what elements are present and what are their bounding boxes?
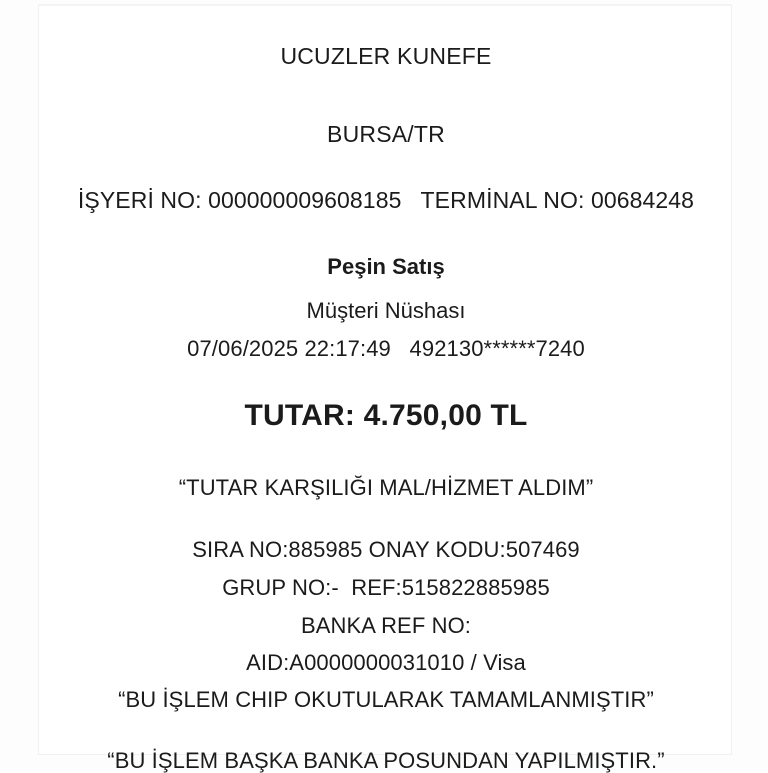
chip-read-note: “BU İŞLEM CHIP OKUTULARAK TAMAMLANMIŞTIR” [118,687,654,713]
date-time-card-line: 07/06/2025 22:17:49 492130******7240 [187,336,585,362]
merchant-terminal-ids: İŞYERİ NO: 000000009608185 TERMİNAL NO: 00684248 [77,186,695,213]
aid-scheme-line: AID:A0000000031010 / Visa [246,650,526,676]
total-amount: TUTAR: 4.750,00 TL [244,399,528,433]
sale-type: Peşin Satış [327,253,445,279]
goods-received-declaration: “TUTAR KARŞILIĞI MAL/HİZMET ALDIM” [178,475,594,501]
group-ref-line: GRUP NO:- REF:515822885985 [222,574,550,600]
bank-ref-line: BANKA REF NO: [300,613,471,639]
merchant-name: UCUZLER KUNEFE [280,43,492,69]
sequence-approval-line: SIRA NO:885985 ONAY KODU:507469 [192,536,580,562]
merchant-city: BURSA/TR [327,121,445,148]
receipt-content [39,6,733,773]
receipt-card [38,4,732,773]
copy-type: Müşteri Nüshası [306,298,466,324]
other-bank-pos-note: “BU İŞLEM BAŞKA BANKA POSUNDAN YAPILMIŞTIR.” [107,747,665,773]
